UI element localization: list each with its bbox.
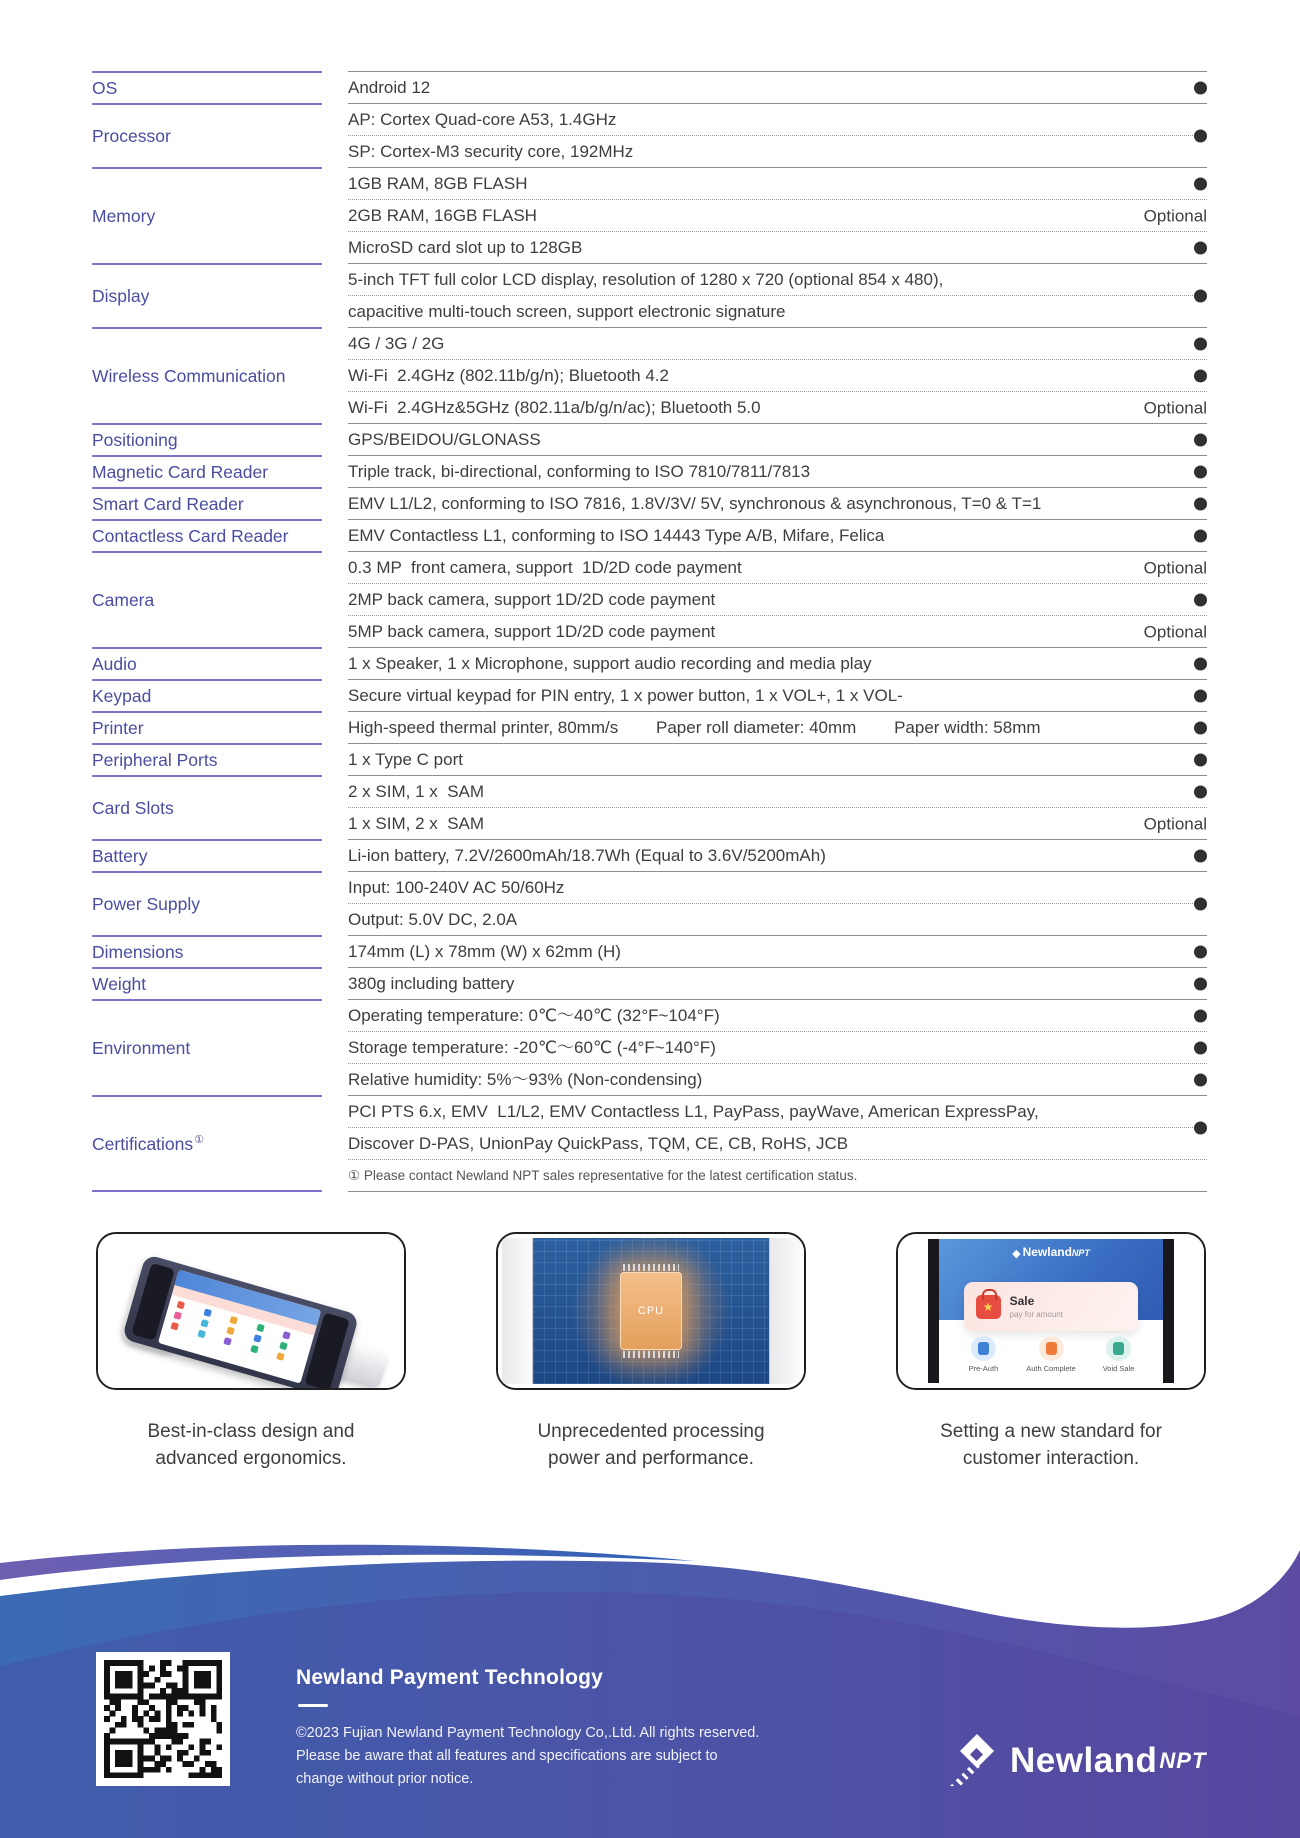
void-sale-icon [1106,1336,1131,1361]
spec-entry [348,1000,1207,1031]
spec-entry [348,712,1207,743]
spec-category-row [92,455,1207,487]
spec-entry [348,680,1207,711]
spec-category-label: OS [92,71,322,103]
spec-entry [348,104,1207,167]
caption-line: advanced ergonomics. [155,1448,347,1469]
card-caption [896,1418,1206,1472]
star-icon: ★ [982,1299,994,1314]
spec-entry [348,488,1207,519]
spec-value-text: MicroSD card slot up to 128GB [348,238,583,257]
cpu-illustration [498,1234,804,1388]
standard-dot-marker [1194,1121,1207,1134]
standard-dot-marker [1194,657,1207,670]
spec-category-values [348,71,1207,103]
spec-value-text: Li-ion battery, 7.2V/2600mAh/18.7Wh (Equal to 3.6V/5200mAh) [348,846,826,865]
app-logo-suffix: NPT [1071,1248,1090,1258]
action-pre-auth [950,1336,1017,1373]
standard-dot-marker [1194,1009,1207,1022]
spec-entry [348,72,1207,103]
feature-card-interaction [896,1232,1206,1472]
spec-value-text: 174mm (L) x 78mm (W) x 62mm (H) [348,942,621,961]
spec-category-values [348,167,1207,263]
spec-category-values [348,551,1207,647]
spec-category-label: Contactless Card Reader [92,519,322,551]
spec-value-text: ① Please contact Newland NPT sales representative for the latest certification status. [348,1168,858,1183]
pos-device-screen [158,1270,321,1384]
spec-value-text: 5MP back camera, support 1D/2D code payment [348,622,716,641]
spec-value-text: SP: Cortex-M3 security core, 192MHz [348,135,1207,167]
footer-company-name: Newland Payment Technology [296,1666,604,1689]
spec-category-row [92,263,1207,327]
spec-value-text: 1 x Type C port [348,750,463,769]
pos-terminal-image [96,1232,406,1390]
standard-dot-marker [1194,241,1207,254]
spec-value-text: Input: 100-240V AC 50/60Hz [348,878,565,897]
spec-value-text: Triple track, bi-directional, conforming to ISO 7810/7811/7813 [348,462,811,481]
caption-line: Setting a new standard for [940,1421,1162,1442]
spec-value-text: 1 x SIM, 2 x SAM [348,814,485,833]
spec-value-text: 2GB RAM, 16GB FLASH [348,206,537,225]
standard-dot-marker [1194,81,1207,94]
standard-dot-marker [1194,593,1207,606]
spec-category-label: Smart Card Reader [92,487,322,519]
spec-value-text: EMV L1/L2, conforming to ISO 7816, 1.8V/3V/ 5V, synchronous & asynchronous, T=0 & T=1 [348,494,1042,513]
spec-category-values [348,519,1207,551]
spec-value-text: GPS/BEIDOU/GLONASS [348,430,541,449]
auth-complete-icon [1039,1336,1064,1361]
spec-value-text: 4G / 3G / 2G [348,334,445,353]
optional-marker: Optional [1143,814,1207,833]
action-auth-complete [1018,1336,1085,1373]
feature-card-performance [496,1232,806,1472]
spec-category-label: Environment [92,999,322,1095]
spec-category-values [348,327,1207,423]
spec-category-row [92,487,1207,519]
sale-text [1010,1294,1063,1319]
caption-line: Best-in-class design and [147,1421,355,1442]
spec-category-values [348,839,1207,871]
spec-category-label: Positioning [92,423,322,455]
spec-entry [348,328,1207,359]
spec-category-label: Display [92,263,322,327]
spec-entry [348,520,1207,551]
spec-entry [348,1031,1207,1063]
spec-value-text: Secure virtual keypad for PIN entry, 1 x power button, 1 x VOL+, 1 x VOL- [348,686,903,705]
copyright-line: ©2023 Fujian Newland Payment Technology Co,.Ltd. All rights reserved. [296,1725,760,1741]
spec-value-text: 1GB RAM, 8GB FLASH [348,174,528,193]
phone-bezel [1163,1239,1174,1383]
spec-value-text: 2 x SIM, 1 x SAM [348,782,485,801]
spec-category-row [92,1095,1207,1192]
app-screen-illustration [898,1234,1204,1388]
spec-value-text: Discover D-PAS, UnionPay QuickPass, TQM, CE, CB, RoHS, JCB [348,1127,1207,1159]
standard-dot-marker [1194,1041,1207,1054]
standard-dot-marker [1194,849,1207,862]
spec-category-values [348,967,1207,999]
action-label: Void Sale [1102,1363,1135,1373]
spec-entry [348,776,1207,807]
standard-dot-marker [1194,129,1207,142]
spec-value-text: High-speed thermal printer, 80mm/s Paper roll diameter: 40mm Paper width: 58mm [348,718,1041,737]
spec-category-values [348,775,1207,839]
spec-value-text: Wi-Fi 2.4GHz&5GHz (802.11a/b/g/n/ac); Bluetooth 5.0 [348,398,761,417]
standard-dot-marker [1194,721,1207,734]
optional-marker: Optional [1143,398,1207,417]
spec-category-values [348,871,1207,935]
spec-value-text: EMV Contactless L1, conforming to ISO 14443 Type A/B, Mifare, Felica [348,526,885,545]
spec-entry [348,648,1207,679]
spec-entry [348,968,1207,999]
spec-entry [348,936,1207,967]
spec-value-text: Wi-Fi 2.4GHz (802.11b/g/n); Bluetooth 4.2 [348,366,669,385]
spec-category-label: Peripheral Ports [92,743,322,775]
spec-value-text: capacitive multi-touch screen, support electronic signature [348,295,1207,327]
spec-value-text: Storage temperature: -20℃～60℃ (-4°F~140°F) [348,1038,716,1057]
standard-dot-marker [1194,369,1207,382]
spec-category-label: Processor [92,103,322,167]
spec-category-row [92,935,1207,967]
action-label: Auth Complete [1026,1363,1076,1373]
spec-value-text: Android 12 [348,78,431,97]
spec-category-values [348,647,1207,679]
standard-dot-marker [1194,497,1207,510]
spec-value-text: Operating temperature: 0℃～40℃ (32°F~104°F) [348,1006,720,1025]
optional-marker: Optional [1143,558,1207,577]
phone-bezel [928,1239,939,1383]
spec-entry [348,391,1207,423]
spec-category-row [92,999,1207,1095]
spec-category-row [92,647,1207,679]
brand-suffix: NPT [1159,1748,1207,1773]
spec-category-row [92,743,1207,775]
spec-category-values [348,679,1207,711]
caption-line: power and performance. [548,1448,754,1469]
spec-category-label: Card Slots [92,775,322,839]
spec-category-row [92,519,1207,551]
spec-category-label: Wireless Communication [92,327,322,423]
standard-dot-marker [1194,689,1207,702]
standard-dot-marker [1194,977,1207,990]
spec-category-values [348,1095,1207,1192]
footer-band [0,1538,1300,1838]
standard-dot-marker [1194,945,1207,958]
app-logo-text: Newland [1022,1245,1072,1259]
card-caption [96,1418,406,1472]
spec-entry [348,168,1207,199]
spec-category-label: Camera [92,551,322,647]
spec-value-text: Relative humidity: 5%～93% (Non-condensing) [348,1070,703,1089]
standard-dot-marker [1194,433,1207,446]
spec-entry [348,552,1207,583]
newland-npt-logo [948,1734,1206,1788]
app-screen-image [896,1232,1206,1390]
optional-marker: Optional [1143,622,1207,641]
spec-value-text: 5-inch TFT full color LCD display, resolution of 1280 x 720 (optional 854 x 480), [348,270,944,289]
spec-category-label: Magnetic Card Reader [92,455,322,487]
optional-marker: Optional [1143,206,1207,225]
action-void-sale [1085,1336,1152,1373]
spec-category-row [92,423,1207,455]
spec-category-row [92,711,1207,743]
standard-dot-marker [1194,529,1207,542]
card-caption [496,1418,806,1472]
spec-category-values [348,743,1207,775]
spec-value-text: 1 x Speaker, 1 x Microphone, support audio recording and media play [348,654,872,673]
footer-divider [298,1704,328,1707]
spec-category-label: Dimensions [92,935,322,967]
app-screen [939,1239,1163,1383]
app-actions [950,1336,1152,1373]
spec-category-label: Power Supply [92,871,322,935]
spec-category-values [348,455,1207,487]
spec-entry [348,1096,1207,1159]
standard-dot-marker [1194,753,1207,766]
feature-cards [96,1232,1206,1472]
spec-entry [348,583,1207,615]
standard-dot-marker [1194,337,1207,350]
spec-value-text: 380g including battery [348,974,515,993]
standard-dot-marker [1194,289,1207,302]
spec-category-label: Keypad [92,679,322,711]
newland-diamond-icon: ◆ [1012,1248,1021,1260]
pos-terminal-illustration [98,1234,404,1388]
spec-entry [348,456,1207,487]
standard-dot-marker [1194,177,1207,190]
spec-value-text: Output: 5.0V DC, 2.0A [348,903,1207,935]
standard-dot-marker [1194,897,1207,910]
spec-category-label: Weight [92,967,322,999]
app-logo [939,1245,1163,1259]
spec-entry [348,807,1207,839]
standard-dot-marker [1194,465,1207,478]
cpu-chip [620,1272,682,1350]
brand-name: Newland [1010,1741,1158,1780]
circuit-board [533,1238,769,1384]
spec-category-row [92,167,1207,263]
spec-category-label: Battery [92,839,322,871]
pos-device-body [122,1254,360,1390]
standard-dot-marker [1194,1073,1207,1086]
copyright-line: change without prior notice. [296,1771,474,1787]
spec-category-label: Memory [92,167,322,263]
spec-category-values [348,711,1207,743]
spec-category-values [348,999,1207,1095]
pre-auth-icon [971,1336,996,1361]
spec-entry [348,264,1207,327]
cpu-chip-label: CPU [637,1305,665,1317]
phone-bezel [502,1238,533,1384]
spec-category-row [92,103,1207,167]
spec-category-label: Printer [92,711,322,743]
sale-title: Sale [1009,1294,1035,1309]
footer-copyright [296,1722,759,1791]
spec-entry [348,615,1207,647]
standard-dot-marker [1194,785,1207,798]
spec-category-row [92,327,1207,423]
sale-subtitle: pay for amount [1009,1310,1063,1320]
spec-category-row [92,871,1207,935]
spec-value-text: PCI PTS 6.x, EMV L1/L2, EMV Contactless L1, PayPass, payWave, American ExpressPay, [348,1102,1039,1121]
spec-value-text: 0.3 MP front camera, support 1D/2D code payment [348,558,742,577]
spec-category-values [348,263,1207,327]
spec-value-text: AP: Cortex Quad-core A53, 1.4GHz [348,110,617,129]
spec-entry [348,840,1207,871]
phone-bezel [769,1238,800,1384]
spec-entry [348,199,1207,231]
spec-category-row [92,71,1207,103]
feature-card-design [96,1232,406,1472]
spec-entry [348,231,1207,263]
spec-entry [348,744,1207,775]
spec-category-row [92,551,1207,647]
sale-card [964,1282,1139,1331]
spec-category-values [348,935,1207,967]
spec-category-label: Certifications ① [92,1095,322,1192]
shopping-bag-icon [976,1295,1001,1319]
action-label: Pre-Auth [968,1363,999,1373]
spec-entry [348,872,1207,935]
spec-category-row [92,775,1207,839]
qr-code [96,1652,230,1786]
spec-entry [348,424,1207,455]
spec-entry [348,359,1207,391]
spec-category-values [348,423,1207,455]
spec-category-row [92,679,1207,711]
cpu-image [496,1232,806,1390]
spec-category-values [348,487,1207,519]
copyright-line: Please be aware that all features and specifications are subject to [296,1748,718,1764]
newland-diamond-icon [948,1734,1002,1788]
spec-category-row [92,839,1207,871]
spec-value-text: 2MP back camera, support 1D/2D code payment [348,590,716,609]
spec-category-values [348,103,1207,167]
caption-line: Unprecedented processing [537,1421,765,1442]
spec-category-row [92,967,1207,999]
spec-table [92,71,1207,1192]
spec-footnote [348,1159,1207,1191]
caption-line: customer interaction. [962,1448,1140,1469]
spec-category-label: Audio [92,647,322,679]
spec-entry [348,1063,1207,1095]
